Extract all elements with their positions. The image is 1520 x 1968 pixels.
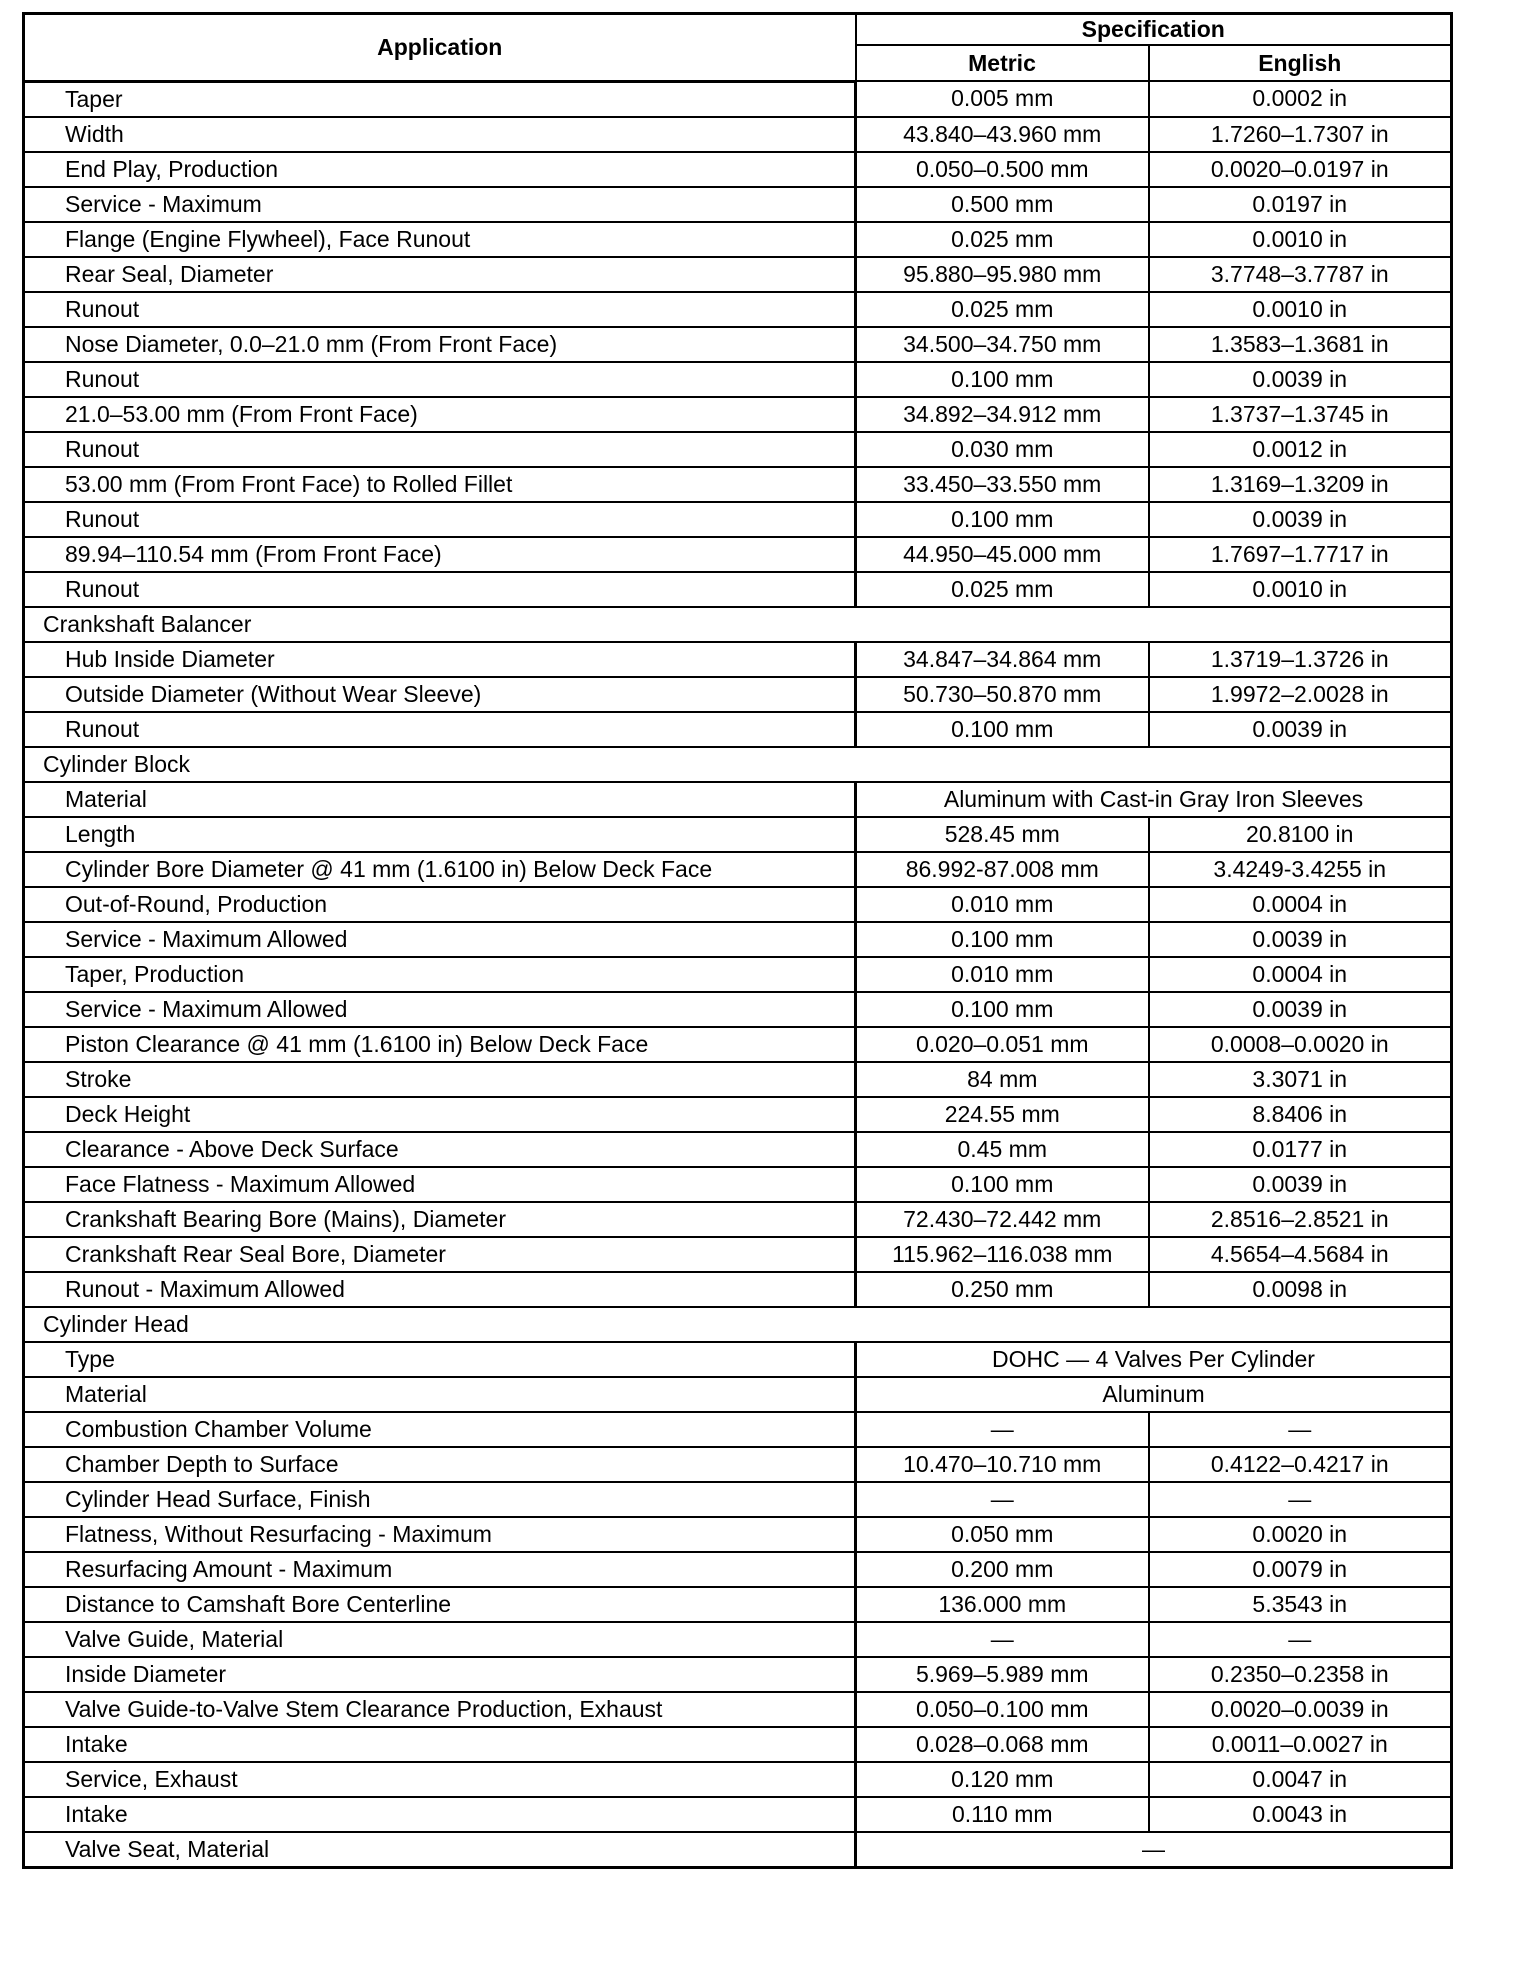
metric-cell: 0.010 mm [856,887,1149,922]
english-cell: 0.0039 in [1149,502,1452,537]
english-cell: — [1149,1622,1452,1657]
english-cell: 0.0039 in [1149,362,1452,397]
metric-cell: 0.100 mm [856,362,1149,397]
english-cell: 3.7748–3.7787 in [1149,257,1452,292]
specification-cell: — [856,1832,1452,1868]
english-cell: 1.3583–1.3681 in [1149,327,1452,362]
table-row [24,502,1452,537]
english-cell: 0.0004 in [1149,887,1452,922]
application-cell: Runout - Maximum Allowed [24,1272,856,1307]
table-row [24,81,1452,117]
english-header: English [1149,45,1452,81]
table-row [24,1272,1452,1307]
table-row [24,1657,1452,1692]
table-row [24,782,1452,817]
table-row [24,992,1452,1027]
table-row [24,467,1452,502]
metric-cell: 0.100 mm [856,712,1149,747]
application-cell: Crankshaft Bearing Bore (Mains), Diameter [24,1202,856,1237]
application-cell: Runout [24,292,856,327]
table-row [24,292,1452,327]
metric-cell: 528.45 mm [856,817,1149,852]
metric-cell: 95.880–95.980 mm [856,257,1149,292]
table-row [24,1167,1452,1202]
metric-cell: 0.025 mm [856,292,1149,327]
english-cell: 0.0020 in [1149,1517,1452,1552]
metric-cell: 86.992-87.008 mm [856,852,1149,887]
section-title: Crankshaft Balancer [24,607,1452,642]
specification-header: Specification [856,14,1452,46]
table-row [24,1097,1452,1132]
table-row [24,1587,1452,1622]
table-row [24,572,1452,607]
metric-cell: 0.100 mm [856,502,1149,537]
application-cell: Valve Guide, Material [24,1622,856,1657]
application-cell: Runout [24,712,856,747]
section-title: Cylinder Head [24,1307,1452,1342]
application-cell: Taper [24,81,856,117]
application-cell: 53.00 mm (From Front Face) to Rolled Fillet [24,467,856,502]
metric-cell: 115.962–116.038 mm [856,1237,1149,1272]
metric-cell: 0.100 mm [856,992,1149,1027]
metric-cell: 0.030 mm [856,432,1149,467]
table-row [24,1727,1452,1762]
english-cell: 0.0012 in [1149,432,1452,467]
specification-cell: Aluminum [856,1377,1452,1412]
application-cell: Out-of-Round, Production [24,887,856,922]
table-row [24,432,1452,467]
application-cell: Distance to Camshaft Bore Centerline [24,1587,856,1622]
english-cell: 3.4249-3.4255 in [1149,852,1452,887]
table-row [24,817,1452,852]
table-row [24,397,1452,432]
application-cell: Length [24,817,856,852]
metric-cell: 0.45 mm [856,1132,1149,1167]
application-cell: End Play, Production [24,152,856,187]
metric-cell: 0.110 mm [856,1797,1149,1832]
table-row [24,887,1452,922]
metric-header: Metric [856,45,1149,81]
metric-cell: 0.120 mm [856,1762,1149,1797]
english-cell: — [1149,1412,1452,1447]
application-cell: Rear Seal, Diameter [24,257,856,292]
table-row [24,1062,1452,1097]
english-cell: 1.3719–1.3726 in [1149,642,1452,677]
application-header: Application [24,14,856,82]
specification-cell: Aluminum with Cast-in Gray Iron Sleeves [856,782,1452,817]
english-cell: 1.7697–1.7717 in [1149,537,1452,572]
section-row [24,1307,1452,1342]
metric-cell: 0.250 mm [856,1272,1149,1307]
application-cell: Material [24,782,856,817]
table-row [24,852,1452,887]
table-row [24,1342,1452,1377]
metric-cell: 0.050 mm [856,1517,1149,1552]
section-row [24,747,1452,782]
english-cell: 8.8406 in [1149,1097,1452,1132]
application-cell: Crankshaft Rear Seal Bore, Diameter [24,1237,856,1272]
metric-cell: 224.55 mm [856,1097,1149,1132]
table-row [24,712,1452,747]
application-cell: Service, Exhaust [24,1762,856,1797]
english-cell: 0.0039 in [1149,922,1452,957]
english-cell: 0.0008–0.0020 in [1149,1027,1452,1062]
table-row [24,1447,1452,1482]
english-cell: 0.0020–0.0039 in [1149,1692,1452,1727]
application-cell: Intake [24,1727,856,1762]
table-row [24,922,1452,957]
english-cell: 1.3737–1.3745 in [1149,397,1452,432]
application-cell: 21.0–53.00 mm (From Front Face) [24,397,856,432]
metric-cell: 34.847–34.864 mm [856,642,1149,677]
metric-cell: 0.028–0.068 mm [856,1727,1149,1762]
table-row [24,1027,1452,1062]
table-row [24,1762,1452,1797]
table-row [24,1412,1452,1447]
english-cell: 0.0010 in [1149,292,1452,327]
metric-cell: 0.025 mm [856,572,1149,607]
table-row [24,642,1452,677]
metric-cell: 33.450–33.550 mm [856,467,1149,502]
metric-cell: 43.840–43.960 mm [856,117,1149,152]
application-cell: Inside Diameter [24,1657,856,1692]
metric-cell: 136.000 mm [856,1587,1149,1622]
application-cell: Deck Height [24,1097,856,1132]
metric-cell: 0.100 mm [856,1167,1149,1202]
metric-cell: — [856,1622,1149,1657]
metric-cell: 5.969–5.989 mm [856,1657,1149,1692]
table-row [24,957,1452,992]
application-cell: Runout [24,432,856,467]
english-cell: 0.0004 in [1149,957,1452,992]
table-row [24,222,1452,257]
table-row [24,117,1452,152]
table-row [24,1132,1452,1167]
english-cell: 1.7260–1.7307 in [1149,117,1452,152]
application-cell: Valve Seat, Material [24,1832,856,1868]
table-row [24,327,1452,362]
metric-cell: 0.200 mm [856,1552,1149,1587]
metric-cell: 0.050–0.100 mm [856,1692,1149,1727]
metric-cell: 0.050–0.500 mm [856,152,1149,187]
table-row [24,537,1452,572]
application-cell: Flange (Engine Flywheel), Face Runout [24,222,856,257]
table-row [24,1797,1452,1832]
application-cell: Type [24,1342,856,1377]
english-cell: 0.0002 in [1149,81,1452,117]
english-cell: 0.0039 in [1149,712,1452,747]
application-cell: Service - Maximum [24,187,856,222]
metric-cell: 0.020–0.051 mm [856,1027,1149,1062]
metric-cell: 72.430–72.442 mm [856,1202,1149,1237]
application-cell: Chamber Depth to Surface [24,1447,856,1482]
english-cell: 2.8516–2.8521 in [1149,1202,1452,1237]
header-row [24,14,1452,46]
table-row [24,1202,1452,1237]
application-cell: Resurfacing Amount - Maximum [24,1552,856,1587]
english-cell: 0.0010 in [1149,572,1452,607]
table-header [24,14,1452,82]
table-row [24,1377,1452,1412]
application-cell: Service - Maximum Allowed [24,992,856,1027]
english-cell: 4.5654–4.5684 in [1149,1237,1452,1272]
metric-cell: 0.025 mm [856,222,1149,257]
metric-cell: — [856,1412,1149,1447]
english-cell: 0.0020–0.0197 in [1149,152,1452,187]
application-cell: Hub Inside Diameter [24,642,856,677]
application-cell: 89.94–110.54 mm (From Front Face) [24,537,856,572]
application-cell: Service - Maximum Allowed [24,922,856,957]
metric-cell: 44.950–45.000 mm [856,537,1149,572]
table-row [24,677,1452,712]
application-cell: Piston Clearance @ 41 mm (1.6100 in) Below Deck Face [24,1027,856,1062]
application-cell: Taper, Production [24,957,856,992]
metric-cell: 10.470–10.710 mm [856,1447,1149,1482]
metric-cell: 0.100 mm [856,922,1149,957]
application-cell: Outside Diameter (Without Wear Sleeve) [24,677,856,712]
table-row [24,257,1452,292]
application-cell: Face Flatness - Maximum Allowed [24,1167,856,1202]
english-cell: 1.3169–1.3209 in [1149,467,1452,502]
table-row [24,1552,1452,1587]
table-row [24,152,1452,187]
table-row [24,1692,1452,1727]
application-cell: Cylinder Head Surface, Finish [24,1482,856,1517]
table-row [24,362,1452,397]
metric-cell: 0.005 mm [856,81,1149,117]
english-cell: 0.0047 in [1149,1762,1452,1797]
metric-cell: — [856,1482,1149,1517]
specifications-table [22,12,1453,1869]
application-cell: Valve Guide-to-Valve Stem Clearance Production, Exhaust [24,1692,856,1727]
metric-cell: 0.500 mm [856,187,1149,222]
metric-cell: 84 mm [856,1062,1149,1097]
table-body [24,81,1452,1867]
table-row [24,187,1452,222]
english-cell: 0.4122–0.4217 in [1149,1447,1452,1482]
english-cell: 0.2350–0.2358 in [1149,1657,1452,1692]
english-cell: 3.3071 in [1149,1062,1452,1097]
application-cell: Nose Diameter, 0.0–21.0 mm (From Front Face) [24,327,856,362]
english-cell: 20.8100 in [1149,817,1452,852]
metric-cell: 0.010 mm [856,957,1149,992]
application-cell: Cylinder Bore Diameter @ 41 mm (1.6100 in) Below Deck Face [24,852,856,887]
english-cell: 0.0010 in [1149,222,1452,257]
metric-cell: 34.892–34.912 mm [856,397,1149,432]
application-cell: Width [24,117,856,152]
application-cell: Runout [24,572,856,607]
english-cell: 1.9972–2.0028 in [1149,677,1452,712]
application-cell: Clearance - Above Deck Surface [24,1132,856,1167]
section-row [24,607,1452,642]
metric-cell: 34.500–34.750 mm [856,327,1149,362]
application-cell: Runout [24,362,856,397]
english-cell: — [1149,1482,1452,1517]
application-cell: Stroke [24,1062,856,1097]
table-row [24,1237,1452,1272]
table-row [24,1517,1452,1552]
table-row [24,1622,1452,1657]
english-cell: 0.0197 in [1149,187,1452,222]
english-cell: 0.0039 in [1149,992,1452,1027]
table-row [24,1832,1452,1868]
english-cell: 5.3543 in [1149,1587,1452,1622]
application-cell: Flatness, Without Resurfacing - Maximum [24,1517,856,1552]
specification-cell: DOHC — 4 Valves Per Cylinder [856,1342,1452,1377]
table-row [24,1482,1452,1517]
application-cell: Combustion Chamber Volume [24,1412,856,1447]
english-cell: 0.0043 in [1149,1797,1452,1832]
section-title: Cylinder Block [24,747,1452,782]
application-cell: Intake [24,1797,856,1832]
english-cell: 0.0079 in [1149,1552,1452,1587]
english-cell: 0.0039 in [1149,1167,1452,1202]
application-cell: Runout [24,502,856,537]
english-cell: 0.0011–0.0027 in [1149,1727,1452,1762]
metric-cell: 50.730–50.870 mm [856,677,1149,712]
english-cell: 0.0177 in [1149,1132,1452,1167]
application-cell: Material [24,1377,856,1412]
english-cell: 0.0098 in [1149,1272,1452,1307]
